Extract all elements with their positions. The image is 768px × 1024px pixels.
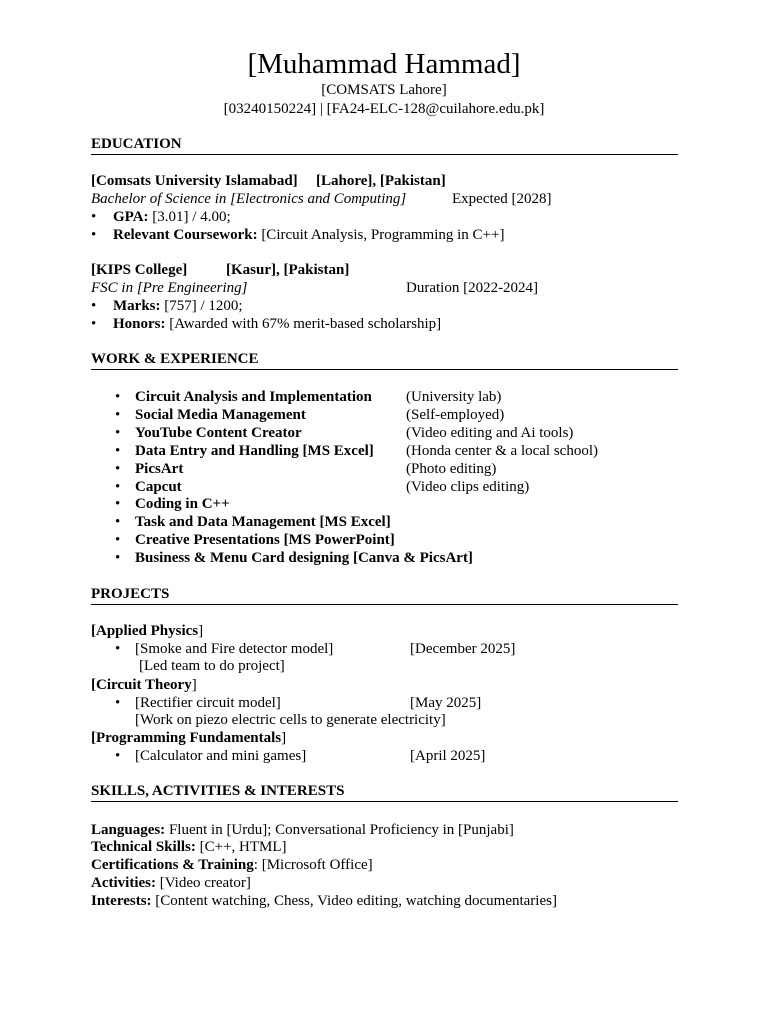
bullet-icon: • [115,514,121,530]
bullet-icon: • [91,316,97,332]
bullet-icon: • [91,298,97,314]
skills-divider [91,801,678,802]
bullet-icon: • [115,532,121,548]
work-item: Social Media Management [135,407,306,423]
bullet-icon: • [115,461,121,477]
work-item-note: (Honda center & a local school) [406,443,599,459]
skills-heading: SKILLS, ACTIVITIES & INTERESTS [91,783,345,799]
bullet-icon: • [115,641,121,657]
skills-row: Activities: [Video creator] [91,875,251,891]
bullet-icon: • [91,209,97,225]
project-name: [Smoke and Fire detector model] [135,641,334,657]
skills-row: Interests: [Content watching, Chess, Video editing, watching documentaries] [91,893,557,909]
work-item-note: (Self-employed) [406,407,505,423]
education-divider [91,154,678,155]
bullet-icon: • [115,389,121,405]
projects-heading: PROJECTS [91,586,170,602]
education-detail: Honors: [Awarded with 67% merit-based scholarship] [113,316,442,332]
work-item: YouTube Content Creator [135,425,302,441]
projects-divider [91,604,678,605]
education-degree: FSC in [Pre Engineering] [91,280,248,296]
work-item: Data Entry and Handling [MS Excel] [135,443,374,459]
work-item-note: (Photo editing) [406,461,497,477]
work-item-note: (Video editing and Ai tools) [406,425,574,441]
skills-row: Technical Skills: [C++, HTML] [91,839,287,855]
candidate-name: [Muhammad Hammad] [247,48,521,80]
work-divider [91,369,678,370]
bullet-icon: • [115,479,121,495]
work-heading: WORK & EXPERIENCE [91,351,259,367]
education-date: Duration [2022-2024] [406,280,539,296]
project-subject: [Programming Fundamentals] [91,730,287,746]
education-detail: Marks: [757] / 1200; [113,298,243,314]
institution: [COMSATS Lahore] [321,82,447,98]
project-name: [Calculator and mini games] [135,748,307,764]
education-date: Expected [2028] [452,191,552,207]
project-subject: [Circuit Theory] [91,677,197,693]
project-date: [May 2025] [410,695,482,711]
bullet-icon: • [115,550,121,566]
work-item-note: (University lab) [406,389,502,405]
bullet-icon: • [115,443,121,459]
education-detail: GPA: [3.01] / 4.00; [113,209,231,225]
work-item: Coding in C++ [135,496,230,512]
project-name: [Rectifier circuit model] [135,695,281,711]
bullet-icon: • [115,496,121,512]
skills-row: Languages: Fluent in [Urdu]; Conversational Proficiency in [Punjabi] [91,822,514,838]
bullet-icon: • [91,227,97,243]
bullet-icon: • [115,748,121,764]
education-location: [Lahore], [Pakistan] [316,173,446,189]
skills-row: Certifications & Training: [Microsoft Office] [91,857,373,873]
education-degree: Bachelor of Science in [Electronics and Computing] [91,191,407,207]
education-detail: Relevant Coursework: [Circuit Analysis, Programming in C++] [113,227,505,243]
education-school: [Comsats University Islamabad] [91,173,298,189]
education-location: [Kasur], [Pakistan] [226,262,350,278]
project-date: [April 2025] [410,748,486,764]
bullet-icon: • [115,425,121,441]
project-date: [December 2025] [410,641,516,657]
education-school: [KIPS College] [91,262,188,278]
project-subject: [Applied Physics] [91,623,204,639]
work-item: Task and Data Management [MS Excel] [135,514,391,530]
project-note: [Work on piezo electric cells to generate electricity] [135,712,446,728]
contact-line: [03240150224] | [FA24-ELC-128@cuilahore.edu.pk] [223,101,545,117]
project-note: [Led team to do project] [139,658,285,674]
education-heading: EDUCATION [91,136,182,152]
work-item: Capcut [135,479,182,495]
work-item: Circuit Analysis and Implementation [135,389,372,405]
work-item: PicsArt [135,461,184,477]
bullet-icon: • [115,695,121,711]
work-item: Creative Presentations [MS PowerPoint] [135,532,395,548]
work-item: Business & Menu Card designing [Canva & PicsArt] [135,550,473,566]
work-item-note: (Video clips editing) [406,479,530,495]
bullet-icon: • [115,407,121,423]
